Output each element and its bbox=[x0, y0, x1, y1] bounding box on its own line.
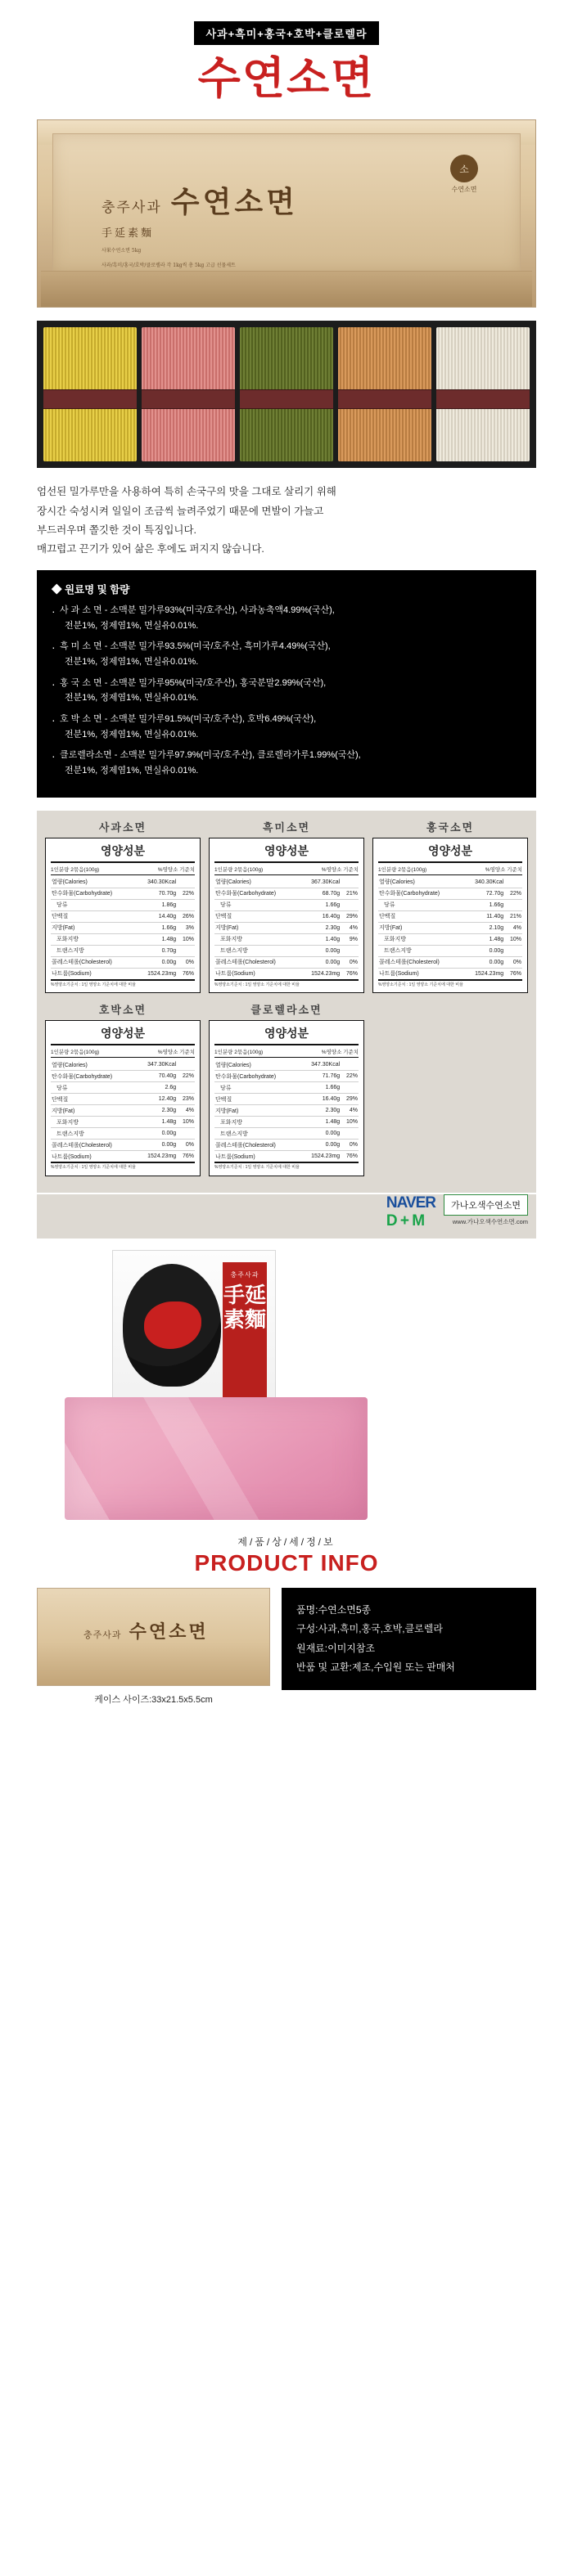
nutrition-head-blackrice: 흑미소면 bbox=[262, 821, 311, 834]
nut-pct bbox=[341, 877, 359, 888]
nut-value: 16.40g bbox=[300, 1094, 341, 1105]
nut-pct bbox=[341, 899, 359, 910]
nutrition-col-pumpkin bbox=[45, 1001, 201, 1176]
nut-pct: 4% bbox=[341, 1105, 359, 1117]
nut-value: 0.00g bbox=[300, 1140, 341, 1151]
nut-pct: 76% bbox=[177, 1151, 195, 1163]
nut-value: 0.00g bbox=[463, 945, 504, 956]
spec-line-name: 품명:수연소면5종 bbox=[296, 1603, 372, 1616]
nut-label: 포화지방 bbox=[51, 933, 136, 945]
nut-pct: 21% bbox=[341, 888, 359, 899]
nut-label: 트랜스지방 bbox=[214, 945, 300, 956]
nut-value: 0.00g bbox=[136, 1140, 177, 1151]
nutrition-table-apple bbox=[51, 877, 195, 981]
nut-value: 347.30Kcal bbox=[300, 1059, 341, 1071]
ingredient-item-pumpkin bbox=[52, 712, 521, 742]
nut-pct: 22% bbox=[341, 1071, 359, 1082]
nut-value: 0.00g bbox=[300, 1128, 341, 1140]
nut-value: 1524.23mg bbox=[136, 1151, 177, 1163]
nut-label: 지방(Fat) bbox=[214, 1105, 300, 1117]
nut-value: 12.40g bbox=[136, 1094, 177, 1105]
nutrition-footnote-apple: %영양소기준치 : 1일 영양소 기준치에 대한 비율 bbox=[51, 982, 136, 987]
nut-pct bbox=[341, 1059, 359, 1071]
hero-subtitle: 사과+흑미+홍국+호박+클로렐라 bbox=[194, 21, 378, 45]
nutrition-serving-blackrice bbox=[214, 865, 359, 875]
case-size-label: 케이스 사이즈:33x21.5x5.5cm bbox=[94, 1694, 213, 1705]
nut-pct: 76% bbox=[504, 968, 522, 980]
ingredient-blackrice-line2: 전분1%, 정제염1%, 면실유0.01%. bbox=[65, 656, 199, 667]
description-line-3: 부드러우며 쫄깃한 것이 특징입니다. bbox=[37, 524, 197, 536]
ingredient-item-apple bbox=[52, 603, 521, 633]
nut-label: 열량(Calories) bbox=[51, 877, 136, 888]
box-calligraphy-hanja: 手延素麵 bbox=[102, 227, 155, 241]
nut-pct: 0% bbox=[504, 956, 522, 968]
nut-value: 1.66g bbox=[463, 899, 504, 910]
nut-label: 콜레스테롤(Cholesterol) bbox=[51, 956, 136, 968]
nut-label: 당류 bbox=[51, 899, 136, 910]
noodle-photo bbox=[37, 321, 536, 468]
nutrition-col-apple bbox=[45, 819, 201, 994]
nut-label: 당류 bbox=[378, 899, 463, 910]
ingredient-panel-title: ◆ 원료명 및 함량 bbox=[52, 583, 130, 596]
box-tiny-text-2: 사과/흑미/홍국/호박/클로렐라 각 1kg씩 총 5kg 고급 선물세트 bbox=[102, 263, 236, 269]
nut-label: 탄수화물(Carbohydrate) bbox=[51, 888, 136, 899]
nut-label: 열량(Calories) bbox=[378, 877, 463, 888]
nut-label: 열량(Calories) bbox=[51, 1059, 136, 1071]
nut-pct bbox=[504, 945, 522, 956]
product-info-left bbox=[37, 1588, 270, 1706]
nut-value: 1.66g bbox=[300, 899, 341, 910]
nut-pct: 23% bbox=[177, 1094, 195, 1105]
serving-right-apple: %영양소 기준치 bbox=[157, 866, 195, 873]
ingredient-item-hongguk bbox=[52, 676, 521, 706]
package-label-hanja: 手延素麵 bbox=[223, 1283, 266, 1333]
nutrition-card-title-blackrice: 영양성분 bbox=[214, 843, 359, 863]
nut-label: 단백질 bbox=[51, 910, 136, 922]
nut-pct bbox=[177, 1082, 195, 1094]
nutrition-card-pumpkin bbox=[45, 1020, 201, 1176]
nut-label: 지방(Fat) bbox=[378, 922, 463, 933]
nut-pct: 10% bbox=[341, 1117, 359, 1128]
package-photo bbox=[37, 1250, 536, 1520]
nut-pct: 22% bbox=[504, 888, 522, 899]
nut-label: 지방(Fat) bbox=[51, 922, 136, 933]
nut-value: 2.10g bbox=[463, 922, 504, 933]
nut-label: 콜레스테롤(Cholesterol) bbox=[214, 1140, 300, 1151]
nut-value: 1.40g bbox=[300, 933, 341, 945]
nutrition-table-hongguk bbox=[378, 877, 522, 981]
nut-label: 단백질 bbox=[51, 1094, 136, 1105]
nut-pct: 76% bbox=[341, 968, 359, 980]
nutrition-card-title-apple: 영양성분 bbox=[51, 843, 195, 863]
nut-value: 347.30Kcal bbox=[136, 1059, 177, 1071]
nut-pct bbox=[177, 1128, 195, 1140]
nut-pct: 0% bbox=[341, 1140, 359, 1151]
nut-value: 340.30Kcal bbox=[136, 877, 177, 888]
nutrition-card-apple bbox=[45, 838, 201, 994]
nut-value: 11.40g bbox=[463, 910, 504, 922]
package-red-label bbox=[223, 1262, 267, 1418]
ingredient-chlorella-line1: 클로렐라소면 - 소맥분 밀가루97.9%(미국/호주산), 클로렐라가루1.99%(국산), bbox=[60, 750, 361, 761]
serving-left-apple: 1인분량 2묶음(100g) bbox=[51, 866, 100, 873]
package-label-cap: 충주사과 bbox=[230, 1270, 259, 1279]
ingredient-list bbox=[52, 603, 521, 779]
nut-label: 트랜스지방 bbox=[51, 1128, 136, 1140]
nut-value: 0.00g bbox=[300, 945, 341, 956]
nut-label: 열량(Calories) bbox=[214, 877, 300, 888]
nutrition-head-apple: 사과소면 bbox=[98, 821, 147, 834]
nut-label: 나트륨(Sodium) bbox=[51, 968, 136, 980]
nut-value: 2.6g bbox=[136, 1082, 177, 1094]
nut-pct bbox=[341, 1082, 359, 1094]
nut-value: 16.40g bbox=[300, 910, 341, 922]
nut-value: 0.00g bbox=[136, 956, 177, 968]
box-calligraphy-small: 충주사과 bbox=[102, 200, 162, 217]
spec-line-return: 반품 및 교환:제조,수입원 또는 판매처 bbox=[296, 1661, 455, 1673]
case-calligraphy-small: 충주사과 bbox=[83, 1629, 122, 1640]
nut-label: 트랜스지방 bbox=[51, 945, 136, 956]
nut-value: 0.00g bbox=[463, 956, 504, 968]
bottom-padding bbox=[0, 1706, 573, 1730]
nut-value: 1.48g bbox=[136, 933, 177, 945]
nut-pct: 26% bbox=[177, 910, 195, 922]
nut-value: 72.70g bbox=[463, 888, 504, 899]
nut-label: 열량(Calories) bbox=[214, 1059, 300, 1071]
nut-pct bbox=[341, 1128, 359, 1140]
nut-label: 당류 bbox=[51, 1082, 136, 1094]
package-artwork bbox=[123, 1264, 221, 1387]
nutrition-serving-hongguk bbox=[378, 865, 522, 875]
product-spec-panel bbox=[282, 1588, 536, 1691]
nut-label: 단백질 bbox=[214, 1094, 300, 1105]
nut-pct bbox=[177, 877, 195, 888]
nut-pct: 22% bbox=[177, 1071, 195, 1082]
nut-value: 1.48g bbox=[463, 933, 504, 945]
nut-value: 1.48g bbox=[300, 1117, 341, 1128]
nut-label: 포화지방 bbox=[214, 1117, 300, 1128]
nut-label: 콜레스테롤(Cholesterol) bbox=[51, 1140, 136, 1151]
shop-link-block[interactable] bbox=[444, 1194, 528, 1226]
case-thumbnail bbox=[37, 1588, 270, 1686]
nut-label: 포화지방 bbox=[378, 933, 463, 945]
nut-value: 0.00g bbox=[136, 1128, 177, 1140]
nut-pct bbox=[177, 899, 195, 910]
box-base bbox=[41, 271, 532, 307]
nut-pct: 29% bbox=[341, 1094, 359, 1105]
nutrition-footnote-blackrice: %영양소기준치 : 1일 영양소 기준치에 대한 비율 bbox=[214, 982, 300, 987]
nut-pct: 0% bbox=[341, 956, 359, 968]
shop-name-badge[interactable]: 가나오색수연소면 bbox=[444, 1194, 528, 1216]
nut-value: 1.66g bbox=[136, 922, 177, 933]
page-title: 수연소면 bbox=[197, 54, 376, 103]
nut-pct: 4% bbox=[504, 922, 522, 933]
nut-pct bbox=[177, 945, 195, 956]
nut-label: 콜레스테롤(Cholesterol) bbox=[214, 956, 300, 968]
case-calligraphy-big: 수연소면 bbox=[129, 1621, 209, 1643]
nut-pct: 0% bbox=[177, 956, 195, 968]
nut-label: 포화지방 bbox=[51, 1117, 136, 1128]
nut-pct: 76% bbox=[177, 968, 195, 980]
nut-label: 트랜스지방 bbox=[214, 1128, 300, 1140]
serving-right-hongguk: %영양소 기준치 bbox=[485, 866, 522, 873]
nutrition-table-blackrice bbox=[214, 877, 359, 981]
nutrition-serving-chlorella bbox=[214, 1048, 359, 1058]
naver-dm-text: D + M bbox=[386, 1212, 425, 1230]
nutrition-head-pumpkin: 호박소면 bbox=[98, 1005, 147, 1018]
nut-pct bbox=[504, 899, 522, 910]
nut-value: 0.00g bbox=[300, 956, 341, 968]
nut-value: 340.30Kcal bbox=[463, 877, 504, 888]
nut-label: 탄수화물(Carbohydrate) bbox=[51, 1071, 136, 1082]
nutrition-card-title-pumpkin: 영양성분 bbox=[51, 1025, 195, 1045]
nut-pct: 76% bbox=[341, 1151, 359, 1163]
naver-logo bbox=[386, 1194, 435, 1230]
nutrition-footnote-chlorella: %영양소기준치 : 1일 영양소 기준치에 대한 비율 bbox=[214, 1165, 300, 1171]
nutrition-footnote-hongguk: %영양소기준치 : 1일 영양소 기준치에 대한 비율 bbox=[378, 982, 463, 987]
description-line-2: 장시간 숙성시켜 일일이 조금씩 늘려주었기 때문에 면발이 가늘고 bbox=[37, 505, 324, 517]
nut-value: 1524.23mg bbox=[136, 968, 177, 980]
nutrition-col-empty bbox=[372, 1001, 528, 1176]
nut-pct: 0% bbox=[177, 1140, 195, 1151]
box-brand-seal bbox=[442, 155, 486, 194]
nut-value: 71.76g bbox=[300, 1071, 341, 1082]
nut-pct: 4% bbox=[177, 1105, 195, 1117]
nut-pct: 3% bbox=[177, 922, 195, 933]
ingredient-hongguk-line1: 홍 국 소 면 - 소맥분 밀가루95%(미국/호주산), 홍국분말2.99%(국산), bbox=[60, 677, 327, 688]
serving-right-chlorella: %영양소 기준치 bbox=[321, 1050, 359, 1056]
wooden-box bbox=[37, 119, 536, 308]
nutrition-card-title-chlorella: 영양성분 bbox=[214, 1025, 359, 1045]
nut-label: 나트륨(Sodium) bbox=[51, 1151, 136, 1163]
seal-brand-name: 수연소면 bbox=[451, 186, 477, 194]
spec-line-material: 원재료:이미지참조 bbox=[296, 1642, 376, 1654]
nut-pct: 9% bbox=[341, 933, 359, 945]
product-info-heading bbox=[37, 1535, 536, 1576]
ingredient-item-blackrice bbox=[52, 639, 521, 669]
pink-wrapping-cloth bbox=[65, 1397, 368, 1520]
noodle-bundle-hongguk bbox=[240, 327, 333, 461]
product-info-kr-title: 제/품/상/세/정/보 bbox=[237, 1535, 336, 1548]
box-tiny-text-1: 사果수연소면 5kg bbox=[102, 248, 142, 254]
nut-value: 2.30g bbox=[300, 922, 341, 933]
ingredient-pumpkin-line2: 전분1%, 정제염1%, 면실유0.01%. bbox=[65, 729, 199, 740]
description-line-1: 엄선된 밀가루만을 사용하여 특히 손국구의 맛을 그대로 살리기 위해 bbox=[37, 486, 336, 498]
naver-logo-text: NAVER bbox=[386, 1194, 435, 1212]
seal-disc-icon: 소 bbox=[450, 155, 478, 182]
serving-left-blackrice: 1인분량 2묶음(100g) bbox=[214, 866, 264, 873]
nut-value: 70.40g bbox=[136, 1071, 177, 1082]
product-info-row bbox=[37, 1588, 536, 1706]
nut-label: 나트륨(Sodium) bbox=[378, 968, 463, 980]
noodle-bundle-blackrice bbox=[142, 327, 235, 461]
serving-right-blackrice: %영양소 기준치 bbox=[321, 866, 359, 873]
nutrition-col-chlorella bbox=[209, 1001, 364, 1176]
brand-bar bbox=[37, 1194, 536, 1239]
noodle-bundles bbox=[37, 321, 536, 468]
nutrition-row-top bbox=[45, 819, 528, 994]
nut-label: 콜레스테롤(Cholesterol) bbox=[378, 956, 463, 968]
nut-pct: 22% bbox=[177, 888, 195, 899]
ingredient-panel bbox=[37, 570, 536, 798]
gift-box-image bbox=[37, 119, 536, 308]
nut-label: 지방(Fat) bbox=[214, 922, 300, 933]
nutrition-row-bottom bbox=[45, 1001, 528, 1176]
noodle-bundle-chlorella bbox=[436, 327, 530, 461]
nut-label: 지방(Fat) bbox=[51, 1105, 136, 1117]
description-line-4: 매끄럽고 끈기가 있어 삶은 후에도 퍼지지 않습니다. bbox=[37, 542, 264, 555]
case-calligraphy bbox=[83, 1618, 209, 1643]
noodle-bundle-pumpkin bbox=[338, 327, 431, 461]
nut-pct bbox=[341, 945, 359, 956]
nut-label: 트랜스지방 bbox=[378, 945, 463, 956]
nut-label: 당류 bbox=[214, 1082, 300, 1094]
box-calligraphy bbox=[102, 179, 298, 269]
serving-right-pumpkin: %영양소 기준치 bbox=[157, 1050, 195, 1056]
nut-value: 1.86g bbox=[136, 899, 177, 910]
nut-label: 탄수화물(Carbohydrate) bbox=[378, 888, 463, 899]
shop-url[interactable]: www.가나오색수연소면.com bbox=[452, 1217, 528, 1225]
ingredient-item-chlorella bbox=[52, 748, 521, 778]
ingredient-apple-line2: 전분1%, 정제염1%, 면실유0.01%. bbox=[65, 620, 199, 631]
nut-value: 70.70g bbox=[136, 888, 177, 899]
nutrition-col-blackrice bbox=[209, 819, 364, 994]
nut-pct: 10% bbox=[177, 933, 195, 945]
nut-pct bbox=[504, 877, 522, 888]
nut-label: 나트륨(Sodium) bbox=[214, 968, 300, 980]
nutrition-card-hongguk bbox=[372, 838, 528, 994]
nutrition-card-chlorella bbox=[209, 1020, 364, 1176]
nut-pct: 29% bbox=[341, 910, 359, 922]
nut-value: 14.40g bbox=[136, 910, 177, 922]
nut-value: 0.70g bbox=[136, 945, 177, 956]
nut-value: 2.30g bbox=[300, 1105, 341, 1117]
nutrition-card-blackrice bbox=[209, 838, 364, 994]
nutrition-section bbox=[37, 811, 536, 1193]
nutrition-col-hongguk bbox=[372, 819, 528, 994]
hero-section bbox=[0, 0, 573, 103]
nut-pct: 10% bbox=[504, 933, 522, 945]
spec-line-composition: 구성:사과,흑미,홍국,호박,클로렐라 bbox=[296, 1623, 443, 1635]
ingredient-apple-line1: 사 과 소 면 - 소맥분 밀가루93%(미국/호주산), 사과농축액4.99%(국산), bbox=[60, 605, 335, 615]
nut-pct: 4% bbox=[341, 922, 359, 933]
nut-value: 1524.23mg bbox=[300, 968, 341, 980]
nutrition-table-pumpkin bbox=[51, 1059, 195, 1163]
serving-left-pumpkin: 1인분량 2묶음(100g) bbox=[51, 1050, 100, 1056]
ingredient-blackrice-line1: 흑 미 소 면 - 소맥분 밀가루93.5%(미국/호주산, 흑미가루4.49%(국산), bbox=[60, 641, 331, 652]
nutrition-serving-pumpkin bbox=[51, 1048, 195, 1058]
nut-value: 367.30Kcal bbox=[300, 877, 341, 888]
nut-label: 나트륨(Sodium) bbox=[214, 1151, 300, 1163]
nut-value: 2.30g bbox=[136, 1105, 177, 1117]
nut-value: 1.66g bbox=[300, 1082, 341, 1094]
noodle-bundle-apple bbox=[43, 327, 137, 461]
nut-label: 포화지방 bbox=[214, 933, 300, 945]
nutrition-head-hongguk: 홍국소면 bbox=[426, 821, 475, 834]
nut-label: 탄수화물(Carbohydrate) bbox=[214, 888, 300, 899]
nutrition-serving-apple bbox=[51, 865, 195, 875]
nut-value: 1524.23mg bbox=[300, 1151, 341, 1163]
nutrition-card-title-hongguk: 영양성분 bbox=[378, 843, 522, 863]
nut-value: 68.70g bbox=[300, 888, 341, 899]
nut-pct: 10% bbox=[177, 1117, 195, 1128]
nut-label: 탄수화물(Carbohydrate) bbox=[214, 1071, 300, 1082]
product-info-en-title: PRODUCT INFO bbox=[194, 1549, 379, 1576]
ingredient-pumpkin-line1: 호 박 소 면 - 소맥분 밀가루91.5%(미국/호주산), 호박6.49%(국산), bbox=[60, 714, 317, 725]
nut-label: 단백질 bbox=[214, 910, 300, 922]
nut-label: 당류 bbox=[214, 899, 300, 910]
box-calligraphy-big: 수연소면 bbox=[170, 185, 298, 220]
nut-value: 1524.23mg bbox=[463, 968, 504, 980]
nutrition-table-chlorella bbox=[214, 1059, 359, 1163]
serving-left-hongguk: 1인분량 2묶음(100g) bbox=[378, 866, 427, 873]
nut-pct bbox=[177, 1059, 195, 1071]
serving-left-chlorella: 1인분량 2묶음(100g) bbox=[214, 1050, 264, 1056]
ingredient-chlorella-line2: 전분1%, 정제염1%, 면실유0.01%. bbox=[65, 766, 199, 776]
nutrition-footnote-pumpkin: %영양소기준치 : 1일 영양소 기준치에 대한 비율 bbox=[51, 1165, 136, 1171]
nutrition-head-chlorella: 클로렐라소면 bbox=[250, 1005, 323, 1018]
product-description bbox=[37, 483, 536, 559]
nut-label: 단백질 bbox=[378, 910, 463, 922]
ingredient-hongguk-line2: 전분1%, 정제염1%, 면실유0.01%. bbox=[65, 693, 199, 704]
nut-value: 1.48g bbox=[136, 1117, 177, 1128]
nut-pct: 21% bbox=[504, 910, 522, 922]
